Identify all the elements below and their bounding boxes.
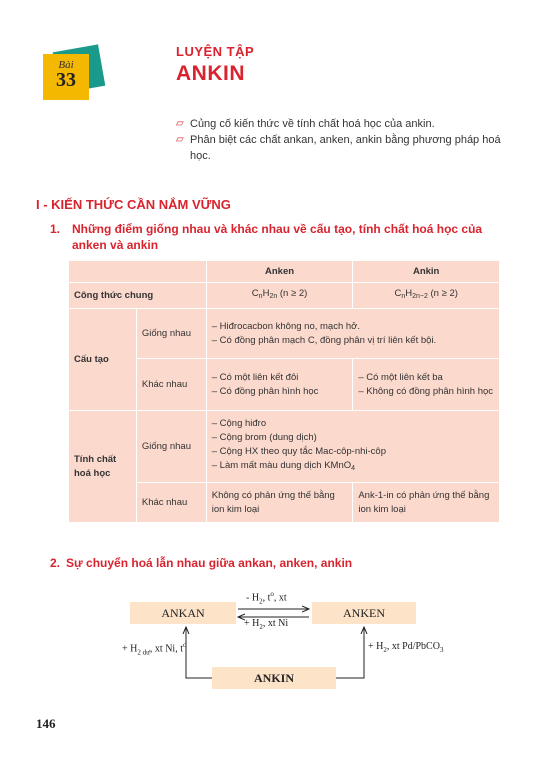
different-label: Khác nhau [136, 359, 206, 411]
subsection-title-2: 2. Sự chuyển hoá lẫn nhau giữa ankan, anken, ankin [50, 556, 353, 570]
formula-anken: $C_nH_{2n}$ (n ≥ 2) [206, 283, 353, 309]
box-ankan: ANKAN [130, 602, 236, 624]
similar-label: Giống nhau [136, 411, 206, 483]
folder-icon: ▱ [176, 134, 184, 145]
page-number: 146 [36, 716, 56, 731]
folder-icon: ▱ [176, 118, 184, 129]
lesson-badge-label: Bài [58, 59, 74, 71]
structure-diff-anken: – Có một liên kết đôi – Có đồng phân hình học [206, 359, 353, 411]
structure-similar: – Hiđrocacbon không no, mạch hở. – Có đồng phân mạch C, đồng phân vị trí liên kết bội. [206, 309, 499, 359]
chemical-similar: – Cộng hiđro – Cộng brom (dung dịch) – Cộng HX theo quy tắc Mac-côp-nhi-côp – Làm mất màu dung dịch KMnO$_4$ [206, 411, 499, 483]
lesson-label: LUYỆN TẬP [176, 44, 255, 59]
header-anken: Anken [206, 261, 353, 283]
formula-ankin: $C_nH_{2n-2}$ (n ≥ 2) [353, 283, 500, 309]
label-partial-hydrogenation: + $H_2$, xt Pd/PbCO$_3$ [368, 641, 444, 654]
arrow-ankin-to-anken [336, 627, 364, 678]
section-title: I - KIẾN THỨC CẦN NẮM VỮNG [36, 197, 231, 212]
subsection-title-1: 1. Những điểm giống nhau và khác nhau về cấu tạo, tính chất hoá học của anken và ankin [50, 222, 483, 252]
box-ankin: ANKIN [212, 667, 336, 689]
lesson-title: ANKIN [176, 62, 245, 85]
header-ankin: Ankin [353, 261, 500, 283]
label-dehydrogenation: - $H_2$, $t^o$, xt [246, 590, 287, 606]
chemical-diff-ankin: Ank-1-in có phản ứng thế bằng ion kim loại [353, 483, 500, 523]
chemical-diff-anken: Không có phản ứng thế bằng ion kim loại [206, 483, 353, 523]
row-label-structure: Cấu tạo [69, 309, 137, 411]
different-label: Khác nhau [136, 483, 206, 523]
structure-diff-ankin: – Có một liên kết ba – Không có đồng phân hình học [353, 359, 500, 411]
arrow-ankin-to-ankan [186, 627, 212, 678]
similar-label: Giống nhau [136, 309, 206, 359]
objective-item: ▱ Phân biệt các chất ankan, anken, ankin bằng phương pháp hoá học. [176, 134, 501, 162]
objective-item: ▱ Củng cố kiến thức về tính chất hoá học của ankin. [176, 118, 435, 130]
lesson-number: 33 [56, 69, 76, 91]
label-hydrogenation: + $H_2$, xt Ni [244, 618, 289, 631]
row-label-chemical: Tính chất hoá học [69, 411, 137, 523]
label-full-hydrogenation: + $H_{2 dư}$, xt Ni, $t^o$ [122, 641, 187, 657]
box-anken: ANKEN [312, 602, 416, 624]
row-label-formula: Công thức chung [69, 283, 207, 309]
